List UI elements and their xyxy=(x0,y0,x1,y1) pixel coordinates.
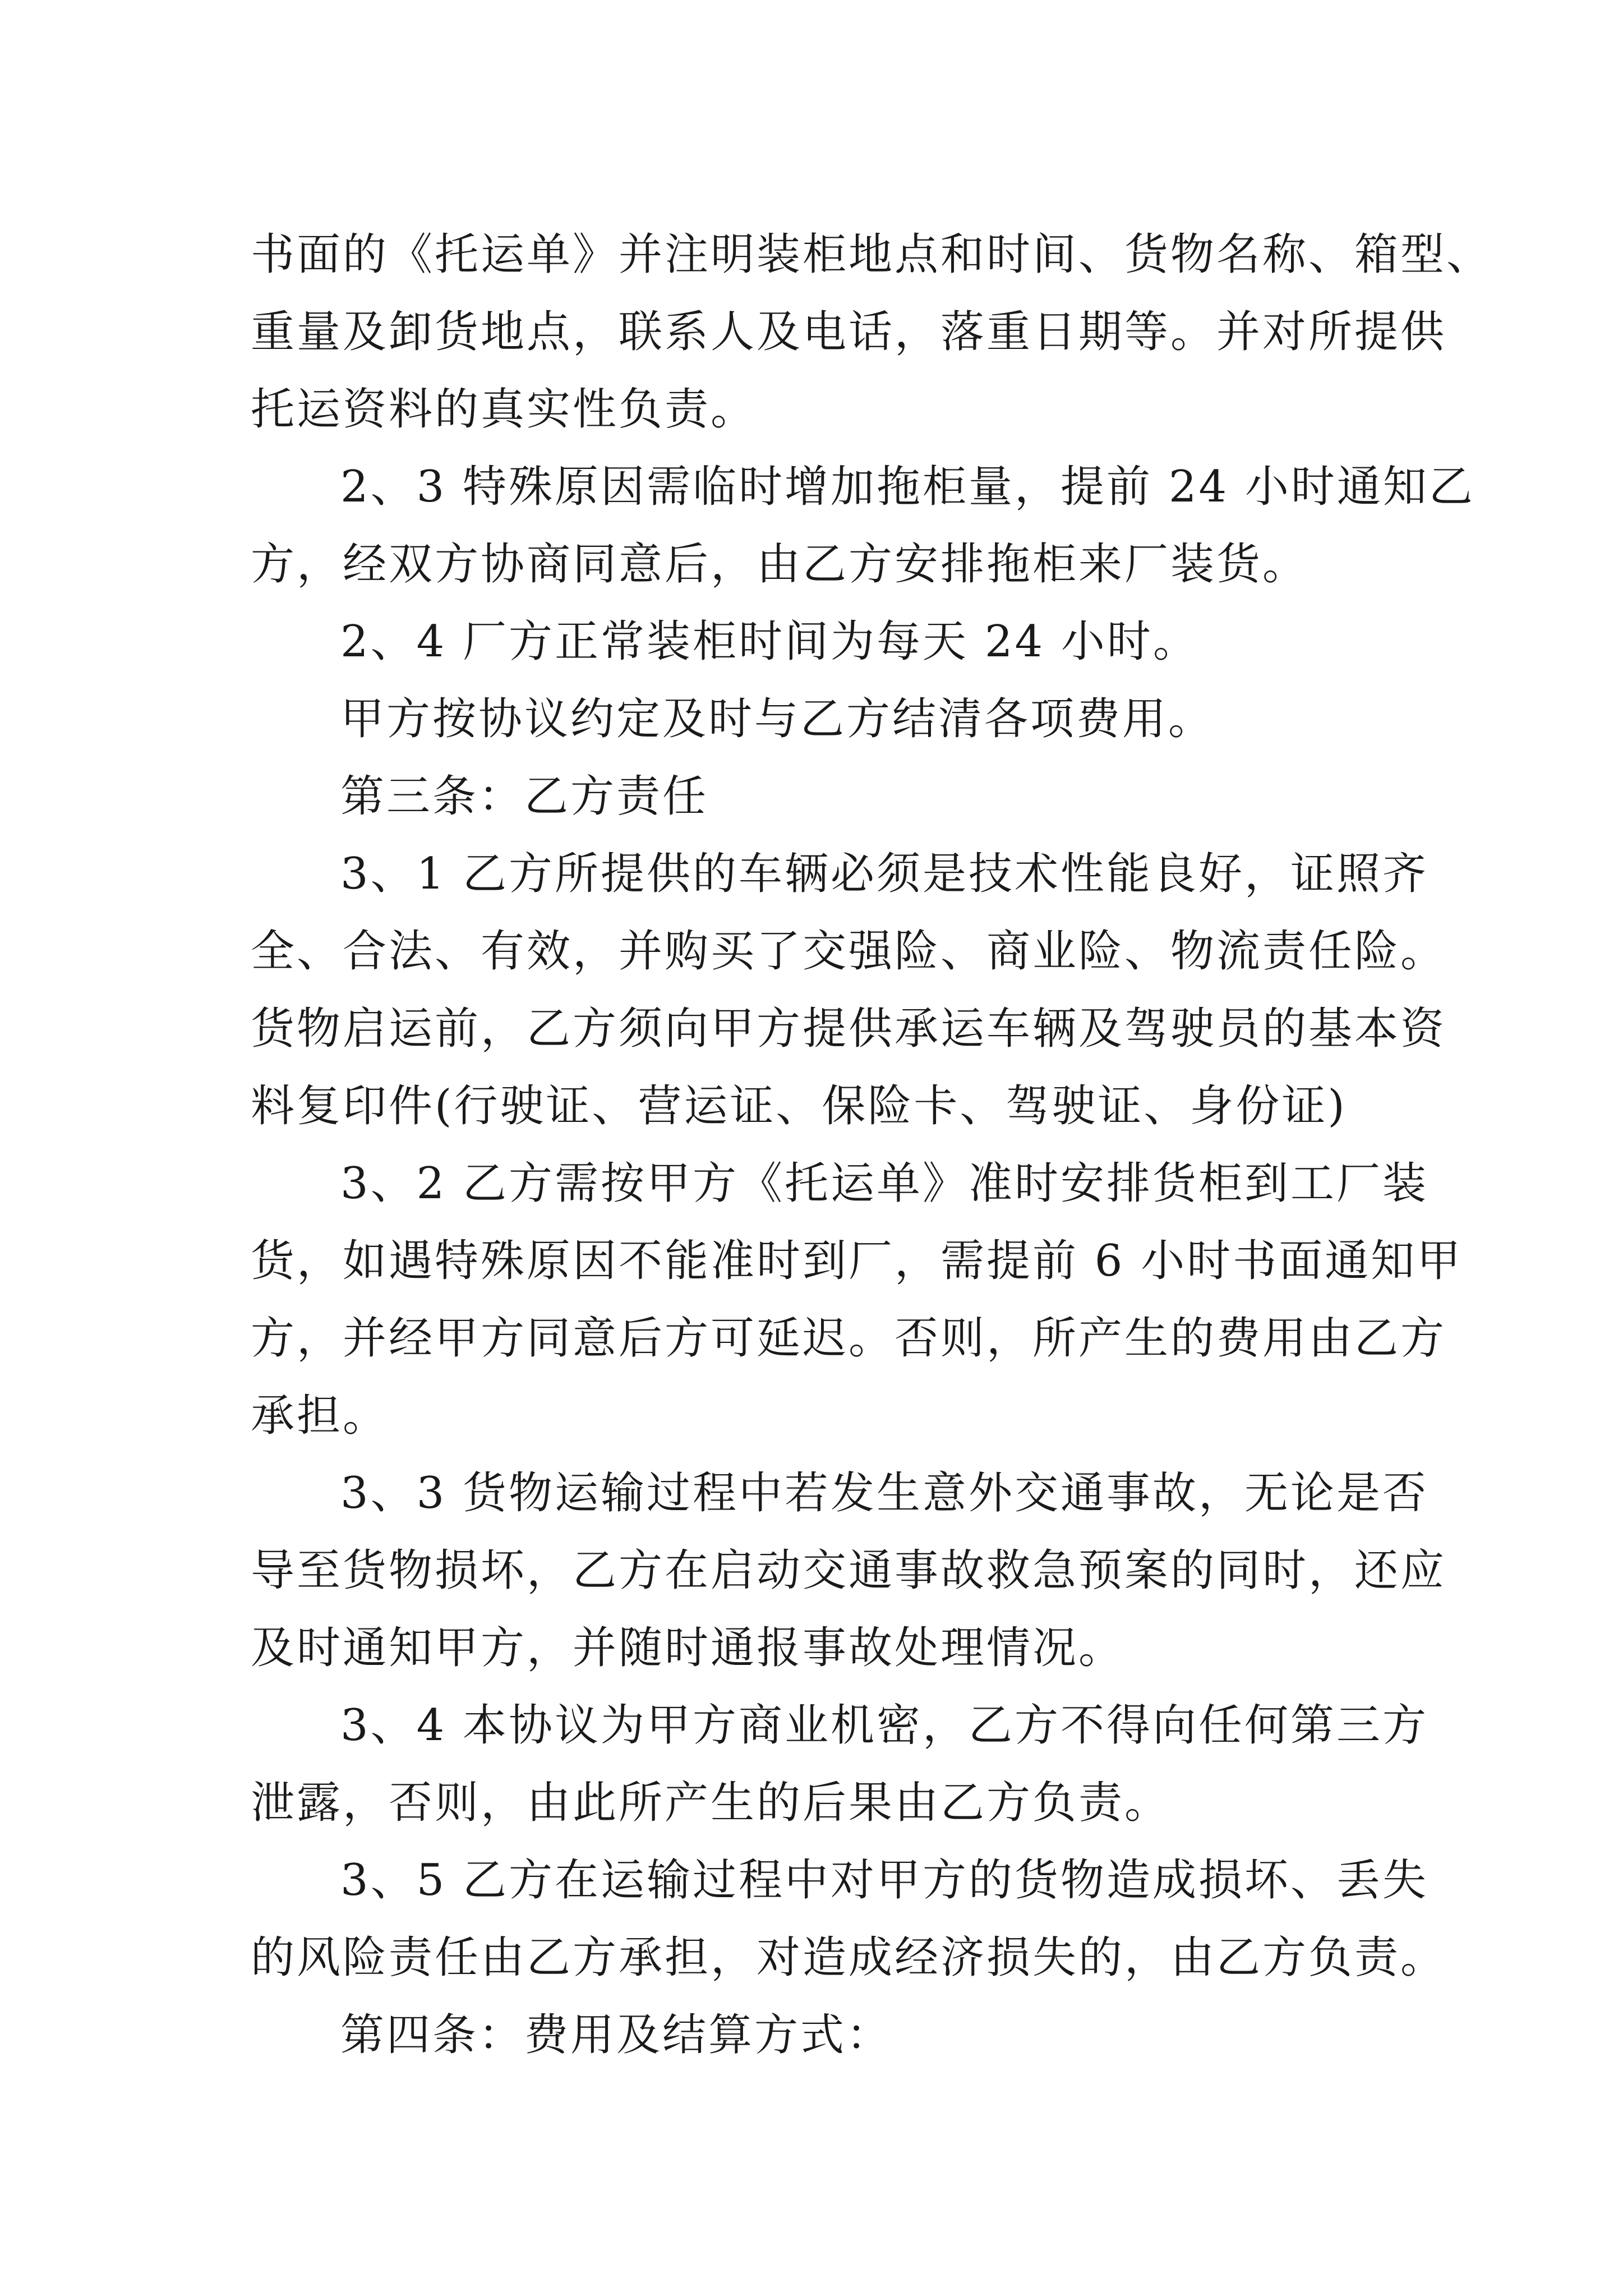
text-line: 货物启运前，乙方须向甲方提供承运车辆及驾驶员的基本资 xyxy=(251,1004,1447,1054)
text-line: 导至货物损坏，乙方在启动交通事故救急预案的同时，还应 xyxy=(251,1545,1447,1596)
clause-2-4: 2、4 厂方正常装柜时间为每天 24 小时。 xyxy=(340,616,1199,667)
text-line: 货，如遇特殊原因不能准时到厂，需提前 6 小时书面通知甲 xyxy=(251,1236,1463,1286)
clause-3-3: 3、3 货物运输过程中若发生意外交通事故，无论是否 xyxy=(340,1468,1429,1519)
text-line: 托运资料的真实性负责。 xyxy=(251,384,757,435)
section-heading-article-3: 第三条：乙方责任 xyxy=(340,771,709,822)
text-line: 及时通知甲方，并随时通报事故处理情况。 xyxy=(251,1623,1125,1673)
clause-3-2: 3、2 乙方需按甲方《托运单》准时安排货柜到工厂装 xyxy=(340,1158,1429,1209)
clause-3-4: 3、4 本协议为甲方商业机密，乙方不得向任何第三方 xyxy=(340,1700,1429,1751)
text-line: 承担。 xyxy=(251,1391,389,1441)
clause-3-5: 3、5 乙方在运输过程中对甲方的货物造成损坏、丢失 xyxy=(340,1855,1429,1906)
clause-3-1: 3、1 乙方所提供的车辆必须是技术性能良好，证照齐 xyxy=(340,849,1429,899)
text-line: 重量及卸货地点，联系人及电话，落重日期等。并对所提供 xyxy=(251,307,1447,357)
paragraph-fees-settlement: 甲方按协议约定及时与乙方结清各项费用。 xyxy=(340,694,1215,744)
section-heading-article-4: 第四条：费用及结算方式： xyxy=(340,2010,893,2060)
text-line: 方，并经甲方同意后方可延迟。否则，所产生的费用由乙方 xyxy=(251,1313,1447,1364)
text-line: 全、合法、有效，并购买了交强险、商业险、物流责任险。 xyxy=(251,926,1447,977)
text-line: 泄露，否则，由此所产生的后果由乙方负责。 xyxy=(251,1778,1171,1828)
document-body xyxy=(251,216,1493,2074)
clause-2-3: 2、3 特殊原因需临时增加拖柜量，提前 24 小时通知乙 xyxy=(340,462,1475,512)
text-line: 的风险责任由乙方承担，对造成经济损失的，由乙方负责。 xyxy=(251,1932,1447,1983)
text-line: 书面的《托运单》并注明装柜地点和时间、货物名称、箱型、 xyxy=(251,229,1493,280)
text-line: 料复印件(行驶证、营运证、保险卡、驾驶证、身份证) xyxy=(251,1081,1347,1131)
text-line: 方，经双方协商同意后，由乙方安排拖柜来厂装货。 xyxy=(251,539,1309,590)
